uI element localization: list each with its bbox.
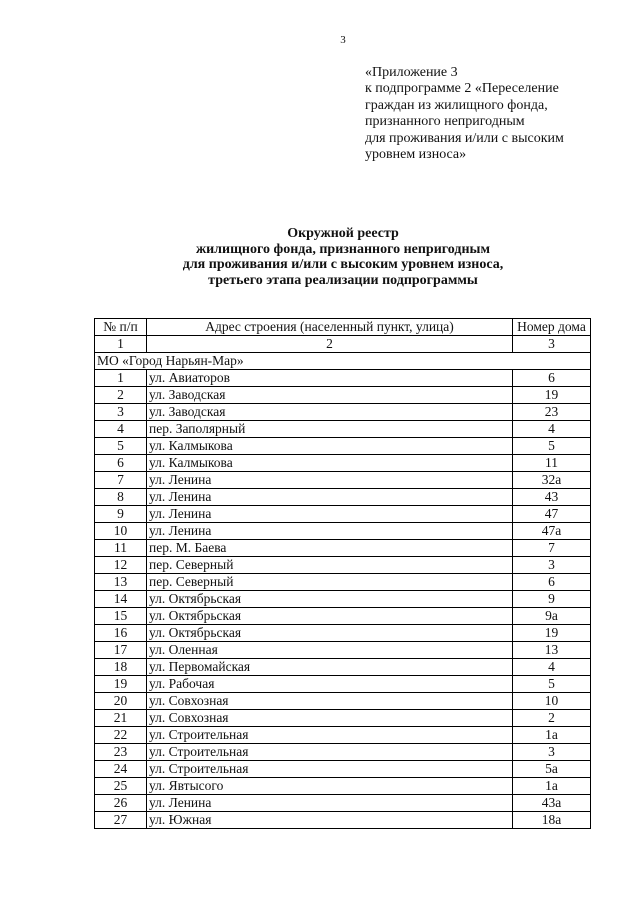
row-house-number: 19 [513,387,591,404]
table-row [95,455,591,472]
row-house-number: 18а [513,812,591,829]
table-row [95,523,591,540]
table-row [95,370,591,387]
row-address: ул. Ленина [147,795,513,812]
row-address: ул. Калмыкова [147,455,513,472]
row-address: ул. Строительная [147,761,513,778]
row-number: 17 [95,642,147,659]
row-house-number: 32а [513,472,591,489]
table-row [95,387,591,404]
row-house-number: 47 [513,506,591,523]
header-number: № п/п [95,319,147,336]
table-row [95,812,591,829]
table-row [95,489,591,506]
table-row [95,438,591,455]
page-number: 3 [340,34,346,46]
row-house-number: 9а [513,608,591,625]
table-row [95,727,591,744]
row-address: ул. Оленная [147,642,513,659]
row-address: ул. Явтысого [147,778,513,795]
table-row [95,404,591,421]
row-address: ул. Октябрьская [147,591,513,608]
row-house-number: 47а [513,523,591,540]
appendix-line: «Приложение 3 [365,65,458,80]
row-address: ул. Ленина [147,506,513,523]
row-house-number: 9 [513,591,591,608]
appendix-line: признанного непригодным [365,114,525,130]
table-row [95,693,591,710]
row-address: ул. Совхозная [147,710,513,727]
row-address: ул. Совхозная [147,693,513,710]
row-number: 25 [95,778,147,795]
row-house-number: 5 [513,676,591,693]
table-row [95,744,591,761]
row-house-number: 5а [513,761,591,778]
title-line: третьего этапа реализации подпрограммы [208,272,478,288]
table-row [95,574,591,591]
title-line: Окружной реестр [287,226,399,241]
row-house-number: 3 [513,557,591,574]
row-address: пер. Северный [147,574,513,591]
row-address: ул. Ленина [147,523,513,540]
row-number: 21 [95,710,147,727]
row-house-number: 6 [513,370,591,387]
row-house-number: 43 [513,489,591,506]
col-index-2: 2 [147,336,513,353]
row-number: 13 [95,574,147,591]
section-label: МО «Город Нарьян-Мар» [95,353,591,370]
row-address: ул. Октябрьская [147,625,513,642]
row-address: ул. Ленина [147,489,513,506]
row-number: 3 [95,404,147,421]
row-number: 1 [95,370,147,387]
row-number: 19 [95,676,147,693]
row-house-number: 11 [513,455,591,472]
table-row [95,421,591,438]
row-number: 26 [95,795,147,812]
table-row [95,710,591,727]
row-number: 14 [95,591,147,608]
row-number: 16 [95,625,147,642]
table-row [95,472,591,489]
registry-table [94,318,591,829]
row-address: пер. Северный [147,557,513,574]
row-address: ул. Ленина [147,472,513,489]
table-row [95,506,591,523]
row-address: ул. Южная [147,812,513,829]
row-number: 9 [95,506,147,523]
row-address: ул. Первомайская [147,659,513,676]
row-address: ул. Заводская [147,404,513,421]
table-row [95,608,591,625]
row-address: пер. Заполярный [147,421,513,438]
row-number: 11 [95,540,147,557]
header-house: Номер дома [513,319,591,336]
appendix-line: для проживания и/или с высоким [365,130,564,146]
column-index-row [95,336,591,353]
row-house-number: 6 [513,574,591,591]
row-number: 23 [95,744,147,761]
row-house-number: 23 [513,404,591,421]
header-address: Адрес строения (населенный пункт, улица) [147,319,513,336]
row-number: 27 [95,812,147,829]
row-house-number: 4 [513,659,591,676]
row-house-number: 5 [513,438,591,455]
row-house-number: 43а [513,795,591,812]
row-number: 4 [95,421,147,438]
row-number: 24 [95,761,147,778]
table-row [95,625,591,642]
row-house-number: 19 [513,625,591,642]
row-address: ул. Калмыкова [147,438,513,455]
table-row [95,795,591,812]
table-row [95,540,591,557]
table-row [95,591,591,608]
row-address: ул. Октябрьская [147,608,513,625]
row-house-number: 3 [513,744,591,761]
row-number: 8 [95,489,147,506]
row-house-number: 4 [513,421,591,438]
row-number: 6 [95,455,147,472]
section-row [95,353,591,370]
row-house-number: 1а [513,727,591,744]
row-number: 15 [95,608,147,625]
title-line: жилищного фонда, признанного непригодным [195,241,491,257]
col-index-3: 3 [513,336,591,353]
row-number: 5 [95,438,147,455]
row-address: ул. Строительная [147,727,513,744]
table-row [95,778,591,795]
row-address: ул. Заводская [147,387,513,404]
row-number: 22 [95,727,147,744]
row-number: 10 [95,523,147,540]
row-house-number: 2 [513,710,591,727]
row-address: ул. Строительная [147,744,513,761]
table-row [95,642,591,659]
row-number: 18 [95,659,147,676]
table-row [95,557,591,574]
row-number: 20 [95,693,147,710]
row-address: ул. Авиаторов [147,370,513,387]
row-number: 2 [95,387,147,404]
title-line: для проживания и/или с высоким уровнем износа, [182,257,504,272]
appendix-note [365,65,564,163]
row-address: ул. Рабочая [147,676,513,693]
row-house-number: 7 [513,540,591,557]
table-row [95,761,591,778]
appendix-line: граждан из жилищного фонда, [365,97,548,113]
appendix-line: к подпрограмме 2 «Переселение [365,81,559,97]
document-title [0,226,640,288]
row-address: пер. М. Баева [147,540,513,557]
row-number: 12 [95,557,147,574]
table-header-row [95,319,591,336]
row-house-number: 1а [513,778,591,795]
row-number: 7 [95,472,147,489]
table-row [95,676,591,693]
col-index-1: 1 [95,336,147,353]
appendix-line: уровнем износа» [365,147,467,163]
row-house-number: 10 [513,693,591,710]
table-row [95,659,591,676]
row-house-number: 13 [513,642,591,659]
